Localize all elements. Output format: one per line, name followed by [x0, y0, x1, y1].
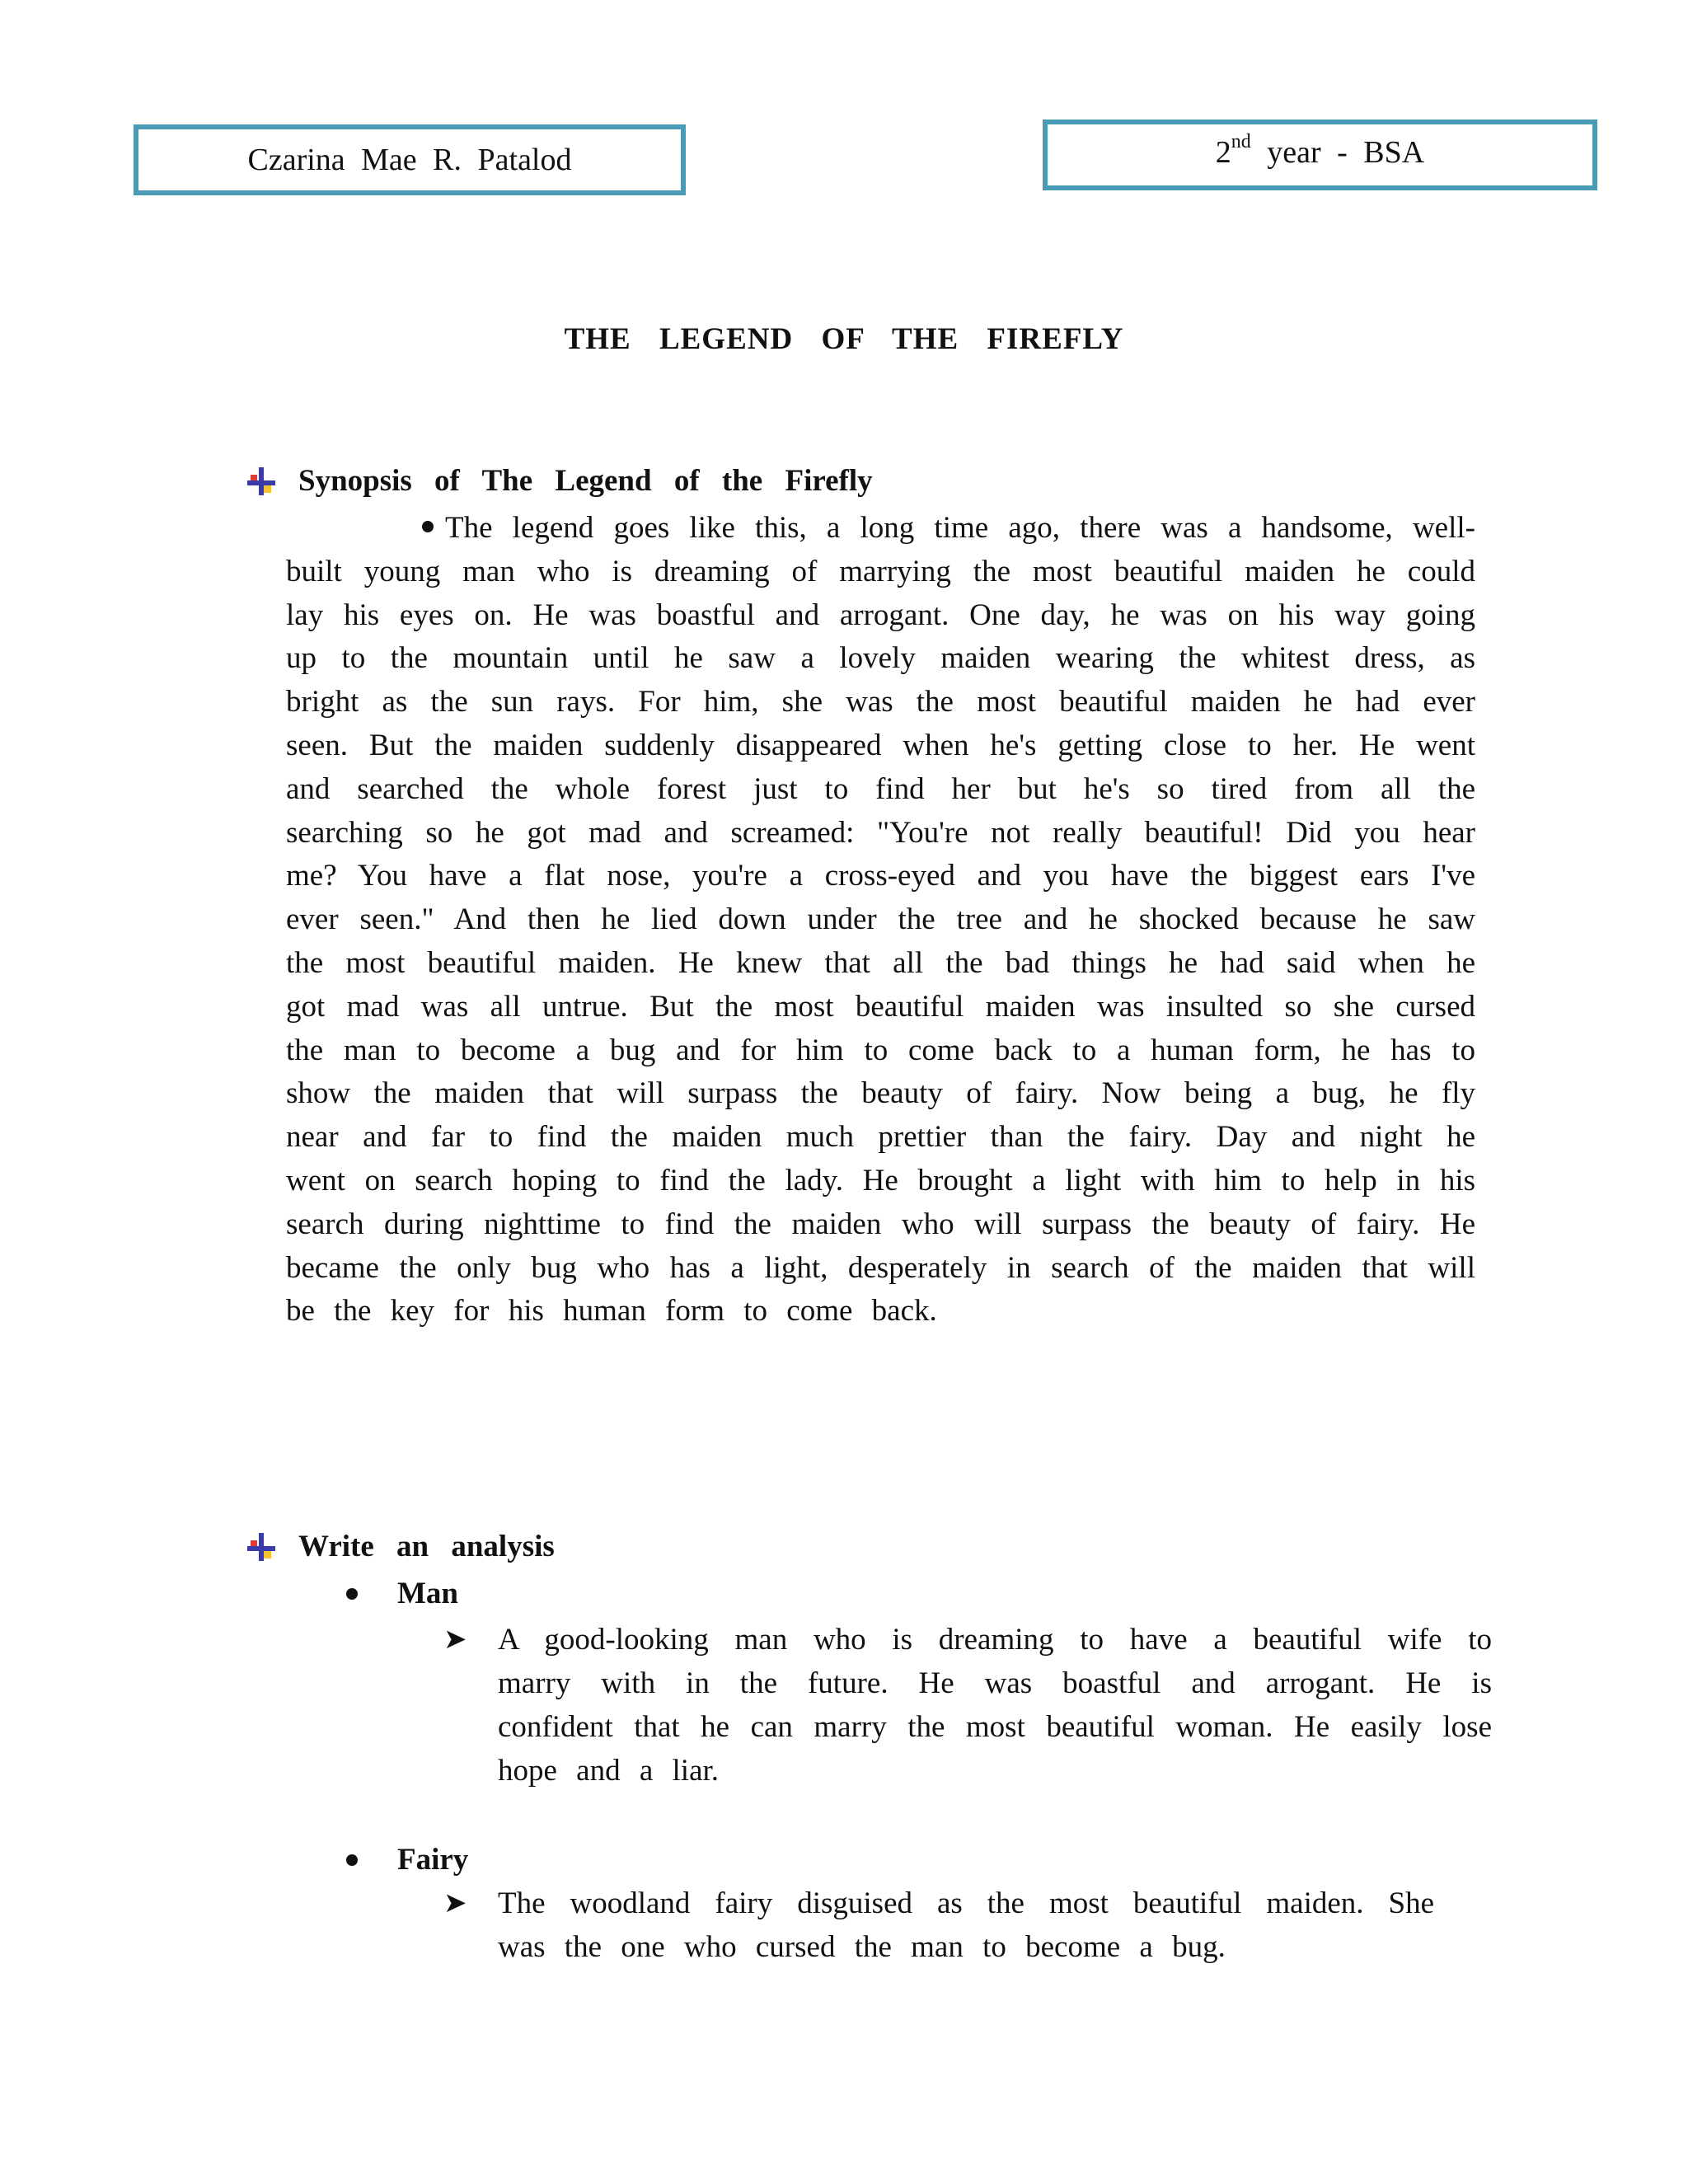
analysis-heading — [247, 1529, 555, 1564]
analysis-item-label: Man — [397, 1577, 458, 1610]
analysis-item-fairy — [346, 1842, 468, 1877]
arrow-bullet-icon: ➤ — [443, 1624, 467, 1655]
arrow-bullet-icon: ➤ — [443, 1888, 467, 1919]
round-bullet-icon — [346, 1854, 358, 1866]
synopsis-paragraph — [286, 507, 1475, 1333]
analysis-item-description — [445, 1882, 1434, 1969]
name-box — [134, 124, 686, 195]
year-number: 2 — [1215, 135, 1231, 170]
year-box — [1043, 120, 1597, 190]
round-bullet-icon — [346, 1588, 358, 1600]
synopsis-heading — [247, 463, 873, 499]
student-name: Czarina Mae R. Patalod — [247, 143, 572, 177]
plus-bullet-icon — [247, 467, 275, 495]
plus-bullet-icon — [247, 1533, 275, 1561]
analysis-item-label: Fairy — [397, 1843, 469, 1877]
analysis-item-text: A good-looking man who is dreaming to have a beautiful wife to marry with in the future. He was boastful and arrogant. He is confident that he can marry the most beautiful woman. He easily lose hope and a liar. — [498, 1623, 1492, 1788]
synopsis-heading-text: Synopsis of The Legend of the Firefly — [298, 464, 873, 498]
analysis-item-text: The woodland fairy disguised as the most beautiful maiden. She was the one who cursed the man to become a bug. — [498, 1886, 1434, 1964]
round-bullet-icon — [422, 521, 434, 532]
synopsis-text: The legend goes like this, a long time ago, there was a handsome, well-built young man who is dreaming of marrying the most beautiful maiden he could lay his eyes on. He was boastful and arrogant. One day, he was on his way going up to the mountain until he saw a lovely maiden wearing the whitest dress, as bright as the sun rays. For him, she was the most beautiful maiden he had ever seen. But the maiden suddenly disappeared when he's getting close to her. He went and searched the whole forest just to find her but he's so tired from all the searching so he got mad and screamed: "You're not really beautiful! Did you hear me? You have a flat nose, you're a cross-eyed and you have the biggest ears I've ever seen." And then he lied down under the tree and he shocked because he saw the most beautiful maiden. He knew that all the bad things he had said when he got mad was all untrue. But the most beautiful maiden was insulted so she cursed the man to become a bug and for him to come back to a human form, he has to show the maiden that will surpass the beauty of fairy. Now being a bug, he fly near and far to find the maiden much prettier than the fairy. Day and night he went on search hoping to find the lady. He brought a light with him to help in his search during nighttime to find the maiden who will surpass the beauty of fairy. He became the only bug who has a light, desperately in search of the maiden that will be the key for his human form to come back. — [286, 511, 1475, 1329]
year-level — [1215, 131, 1425, 171]
analysis-item-man — [346, 1576, 458, 1611]
analysis-item-description — [445, 1618, 1492, 1793]
year-course: year - BSA — [1267, 135, 1425, 170]
document-title: THE LEGEND OF THE FIREFLY — [564, 322, 1124, 356]
analysis-heading-text: Write an analysis — [298, 1530, 555, 1563]
year-suffix: nd — [1231, 131, 1251, 153]
